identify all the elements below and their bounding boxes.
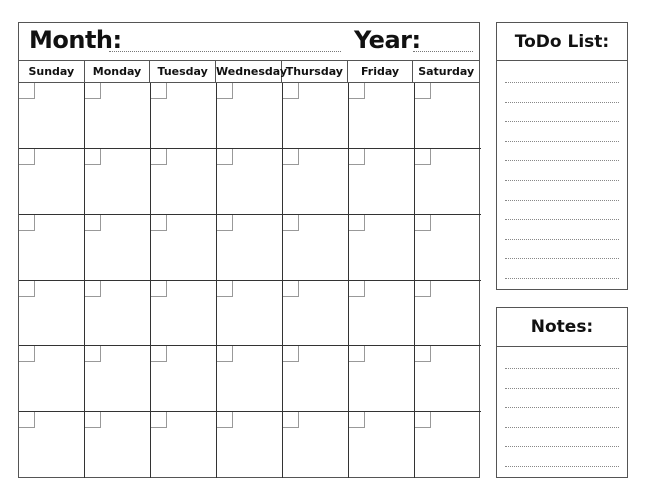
day-cell[interactable] [349, 412, 415, 478]
weekday-header [19, 61, 479, 83]
date-number-box [349, 281, 365, 297]
date-number-box [151, 346, 167, 362]
date-number-box [151, 83, 167, 99]
day-cell[interactable] [349, 149, 415, 215]
date-number-box [85, 281, 101, 297]
day-cell[interactable] [415, 281, 481, 347]
date-number-box [349, 412, 365, 428]
day-cell[interactable] [217, 83, 283, 149]
day-cell[interactable] [415, 412, 481, 478]
date-number-box [415, 149, 431, 165]
notes-title: Notes: [497, 308, 627, 347]
date-number-box [217, 346, 233, 362]
notes-line[interactable] [505, 466, 619, 467]
day-cell[interactable] [349, 83, 415, 149]
todo-line[interactable] [505, 82, 619, 83]
day-cell[interactable] [19, 412, 85, 478]
date-number-box [19, 346, 35, 362]
weekday-wednesday: Wednesday [216, 61, 282, 82]
date-number-box [415, 83, 431, 99]
date-number-box [85, 346, 101, 362]
day-cell[interactable] [217, 412, 283, 478]
date-number-box [349, 83, 365, 99]
date-number-box [19, 149, 35, 165]
day-cell[interactable] [19, 281, 85, 347]
day-cell[interactable] [283, 412, 349, 478]
todo-list-title: ToDo List: [497, 23, 627, 61]
day-cell[interactable] [85, 346, 151, 412]
notes-line[interactable] [505, 368, 619, 369]
year-field[interactable] [413, 51, 473, 52]
notes-line[interactable] [505, 446, 619, 447]
date-number-box [85, 149, 101, 165]
calendar-title-bar [19, 23, 479, 61]
day-cell[interactable] [283, 215, 349, 281]
month-label: Month: [29, 26, 122, 54]
notes-line[interactable] [505, 407, 619, 408]
date-number-box [349, 215, 365, 231]
date-number-box [283, 412, 299, 428]
date-number-box [217, 412, 233, 428]
weekday-friday: Friday [348, 61, 414, 82]
date-number-box [217, 149, 233, 165]
day-cell[interactable] [19, 83, 85, 149]
date-number-box [415, 412, 431, 428]
date-number-box [349, 346, 365, 362]
day-cell[interactable] [217, 215, 283, 281]
date-number-box [85, 412, 101, 428]
day-cell[interactable] [19, 149, 85, 215]
weekday-thursday: Thursday [282, 61, 348, 82]
day-cell[interactable] [85, 215, 151, 281]
day-cell[interactable] [415, 83, 481, 149]
todo-line[interactable] [505, 121, 619, 122]
day-cell[interactable] [151, 346, 217, 412]
day-cell[interactable] [85, 412, 151, 478]
day-cell[interactable] [415, 346, 481, 412]
todo-list-panel [496, 22, 628, 290]
day-cell[interactable] [151, 149, 217, 215]
day-cell[interactable] [283, 83, 349, 149]
date-number-box [415, 215, 431, 231]
date-number-box [19, 83, 35, 99]
date-number-box [349, 149, 365, 165]
day-cell[interactable] [283, 281, 349, 347]
weekday-sunday: Sunday [19, 61, 85, 82]
date-number-box [283, 346, 299, 362]
day-cell[interactable] [85, 83, 151, 149]
year-label: Year: [354, 26, 421, 54]
day-cell[interactable] [415, 149, 481, 215]
day-cell[interactable] [349, 281, 415, 347]
date-number-box [217, 83, 233, 99]
notes-panel [496, 307, 628, 478]
date-number-box [283, 281, 299, 297]
todo-line[interactable] [505, 219, 619, 220]
day-cell[interactable] [151, 281, 217, 347]
date-number-box [151, 149, 167, 165]
month-field[interactable] [109, 51, 341, 52]
weekday-saturday: Saturday [418, 65, 475, 78]
day-cell[interactable] [151, 215, 217, 281]
date-number-box [19, 412, 35, 428]
day-cell[interactable] [217, 281, 283, 347]
date-number-box [415, 281, 431, 297]
todo-line[interactable] [505, 141, 619, 142]
todo-line[interactable] [505, 278, 619, 279]
notes-line[interactable] [505, 388, 619, 389]
calendar [18, 22, 480, 478]
day-cell[interactable] [349, 215, 415, 281]
weekday-monday: Monday [85, 61, 151, 82]
todo-line[interactable] [505, 102, 619, 103]
date-number-box [19, 281, 35, 297]
day-cell[interactable] [415, 215, 481, 281]
day-cell[interactable] [85, 281, 151, 347]
date-number-box [151, 412, 167, 428]
date-number-box [217, 281, 233, 297]
todo-line[interactable] [505, 180, 619, 181]
day-cell[interactable] [19, 215, 85, 281]
day-cell[interactable] [217, 149, 283, 215]
calendar-grid [19, 83, 479, 478]
day-cell[interactable] [151, 83, 217, 149]
date-number-box [283, 83, 299, 99]
day-cell[interactable] [151, 412, 217, 478]
date-number-box [19, 215, 35, 231]
notes-line[interactable] [505, 427, 619, 428]
day-cell[interactable] [19, 346, 85, 412]
day-cell[interactable] [217, 346, 283, 412]
day-cell[interactable] [85, 149, 151, 215]
date-number-box [415, 346, 431, 362]
date-number-box [151, 281, 167, 297]
date-number-box [85, 215, 101, 231]
todo-line[interactable] [505, 200, 619, 201]
day-cell[interactable] [349, 346, 415, 412]
date-number-box [283, 149, 299, 165]
day-cell[interactable] [283, 149, 349, 215]
date-number-box [151, 215, 167, 231]
date-number-box [85, 83, 101, 99]
todo-line[interactable] [505, 239, 619, 240]
todo-line[interactable] [505, 160, 619, 161]
todo-line[interactable] [505, 258, 619, 259]
date-number-box [283, 215, 299, 231]
date-number-box [217, 215, 233, 231]
day-cell[interactable] [283, 346, 349, 412]
weekday-tuesday: Tuesday [150, 61, 216, 82]
